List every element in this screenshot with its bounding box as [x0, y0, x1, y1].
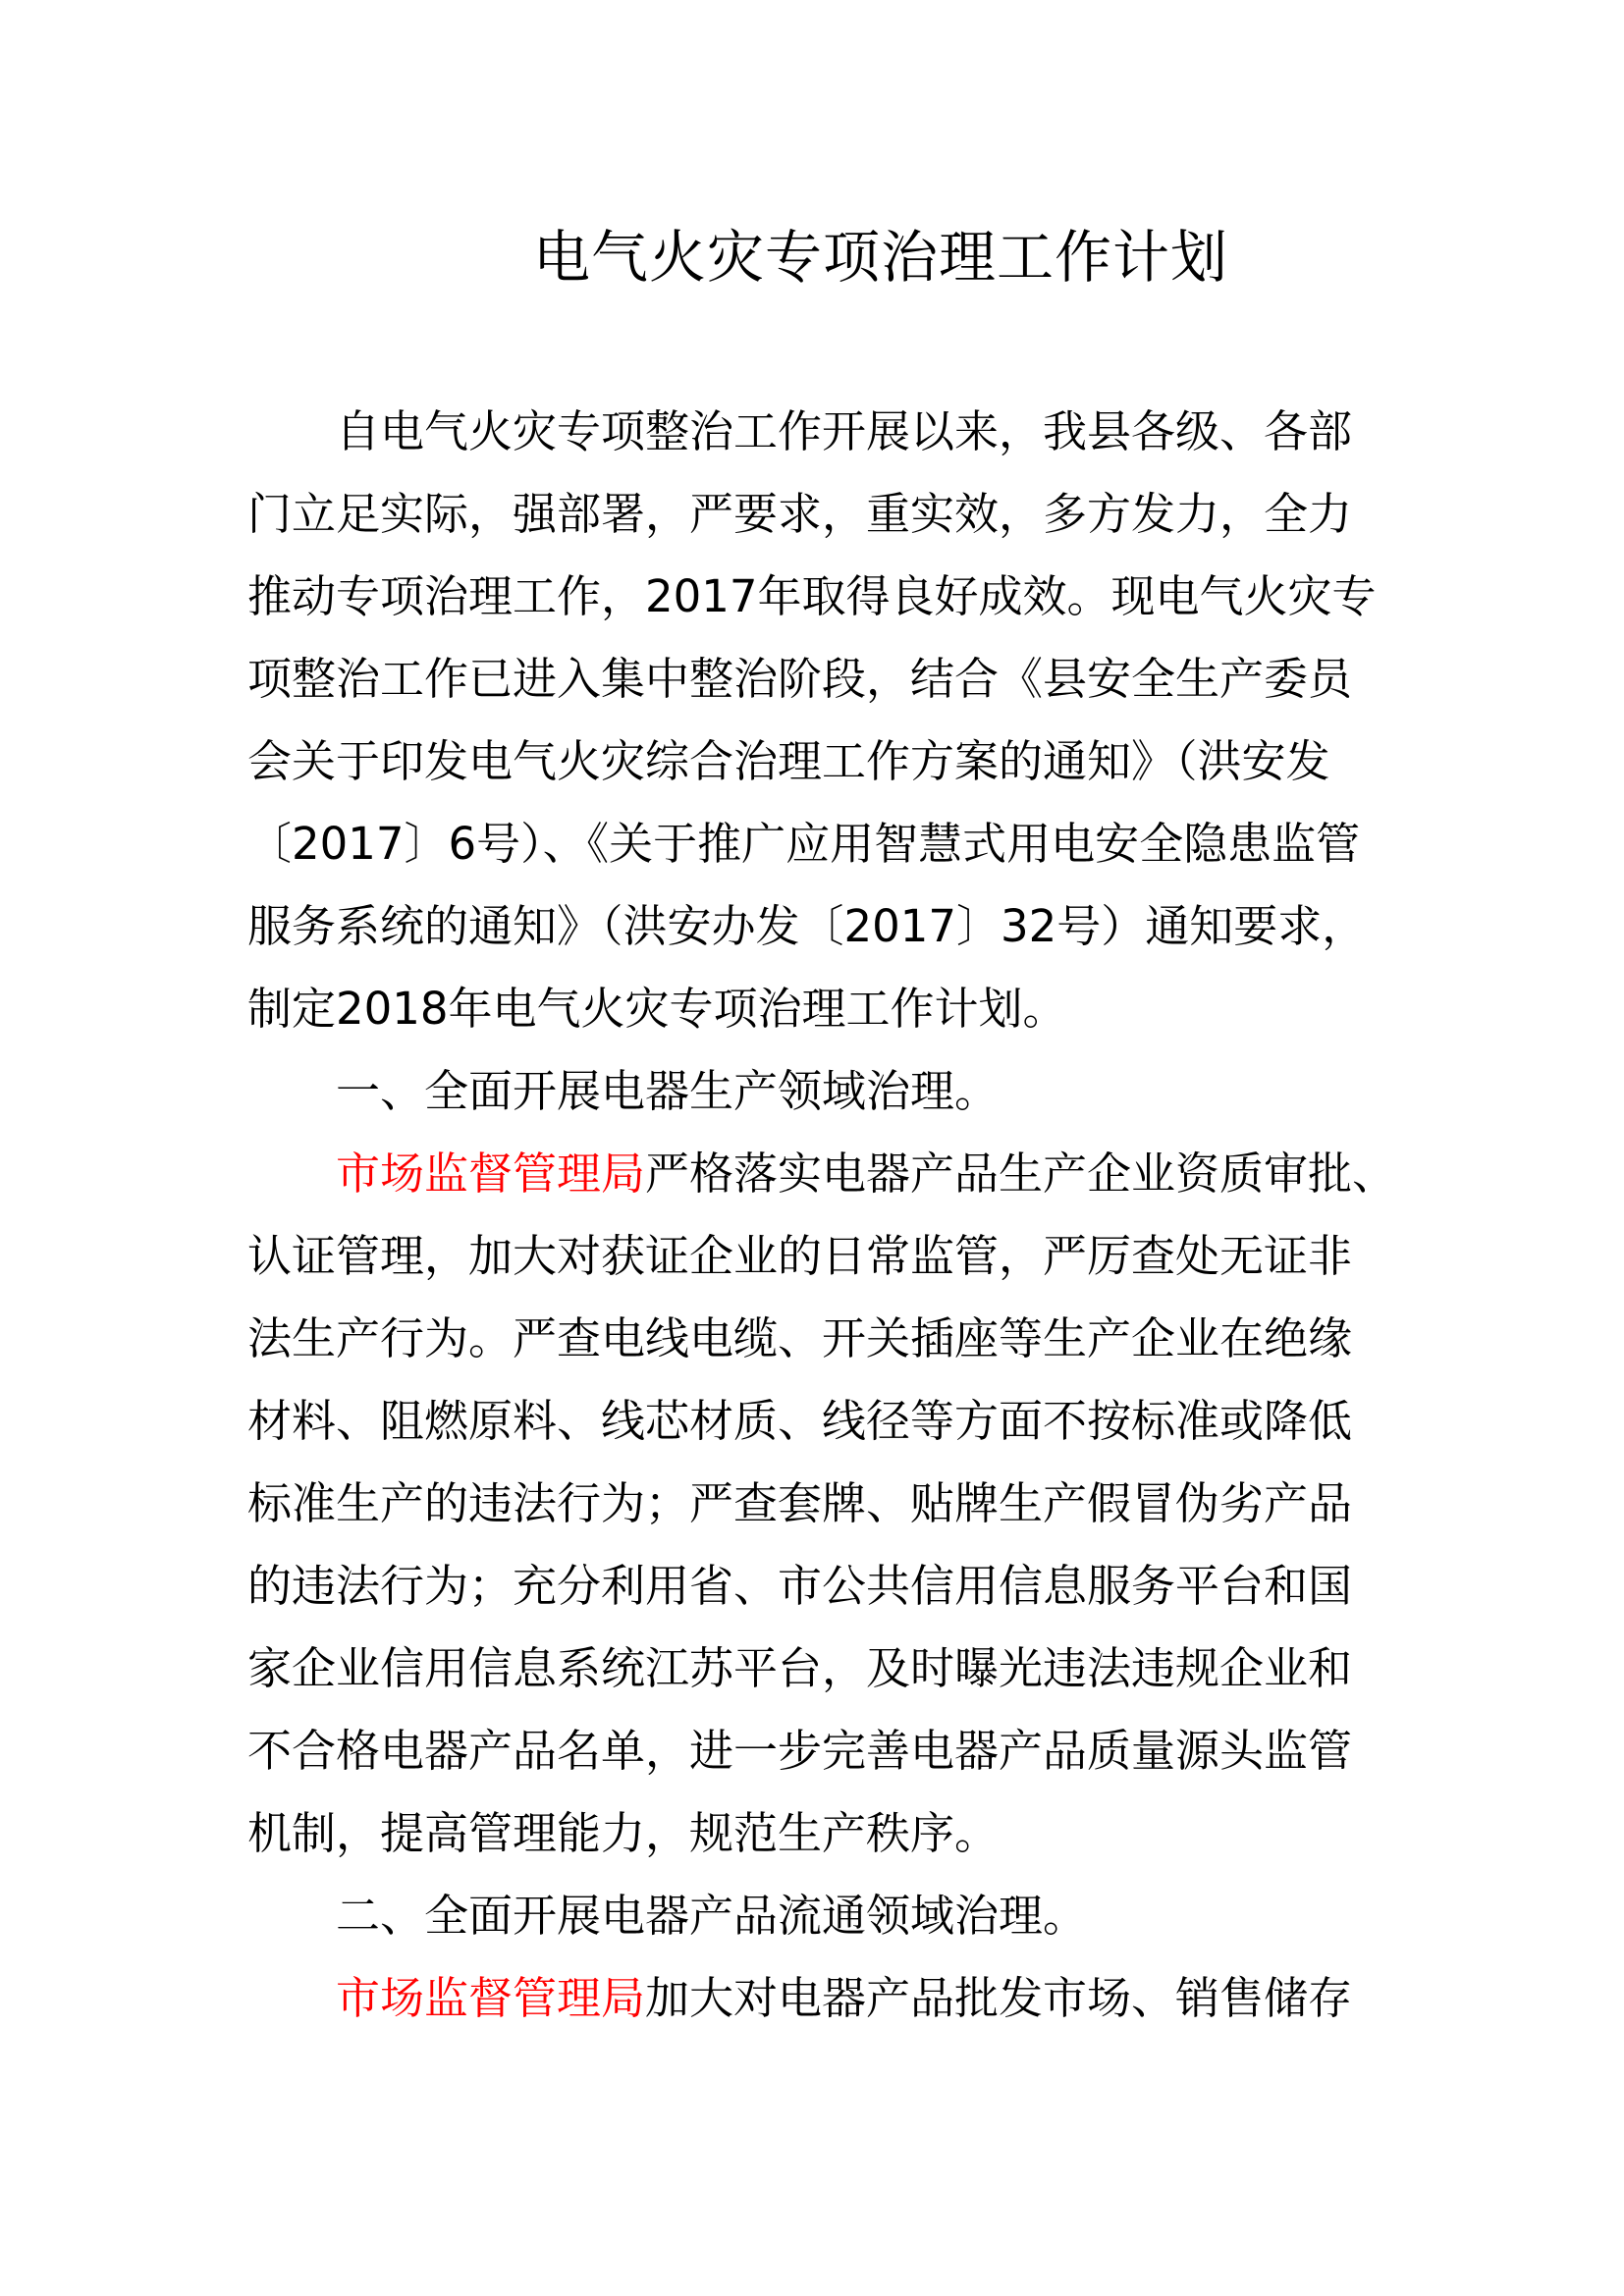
section1-line: 不合格电器产品名单，进一步完善电器产品质量源头监管 [247, 1725, 1353, 1777]
section1-line: 材料、阻燃原料、线芯材质、线径等方面不按标准或降低 [247, 1395, 1353, 1447]
section1-line: 机制，提高管理能力，规范生产秩序。 [247, 1807, 1000, 1859]
intro-line: 项整治工作已进入集中整治阶段，结合《县安全生产委员 [247, 653, 1353, 705]
document-title: 电气火灾专项治理工作计划 [532, 224, 1228, 291]
section2-text: 加大对电器产品批发市场、销售储存 [645, 1972, 1353, 2024]
document-body [247, 391, 1396, 2040]
agency-name: 市场监督管理局 [336, 1148, 646, 1200]
section1-line: 家企业信用信息系统江苏平台，及时曝光违法违规企业和 [247, 1642, 1353, 1694]
section1-line: 的违法行为；充分利用省、市公共信用信息服务平台和国 [247, 1560, 1353, 1612]
intro-line: 会关于印发电气火灾综合治理工作方案的通知》（洪安发 [247, 735, 1330, 787]
intro-line: 自电气火灾专项整治工作开展以来，我县各级、各部 [336, 405, 1353, 457]
section2-first-line [247, 1957, 1396, 2040]
section1-text: 严格落实电器产品生产企业资质审批、 [645, 1148, 1397, 1200]
section1-line: 标准生产的违法行为；严查套牌、贴牌生产假冒伪劣产品 [247, 1477, 1353, 1529]
intro-line: 制定2018年电气火灾专项治理工作计划。 [247, 983, 1067, 1035]
section-heading-1: 一、全面开展电器生产领域治理。 [336, 1065, 1000, 1117]
section-heading-2: 二、全面开展电器产品流通领域治理。 [336, 1890, 1088, 1942]
section1-line: 法生产行为。严查电线电缆、开关插座等生产企业在绝缘 [247, 1312, 1353, 1364]
intro-line: 推动专项治理工作，2017年取得良好成效。现电气火灾专 [247, 570, 1377, 622]
intro-line: 门立足实际，强部署，严要求，重实效，多方发力，全力 [247, 488, 1353, 540]
section1-first-line [247, 1133, 1396, 1215]
section1-line: 认证管理，加大对获证企业的日常监管，严厉查处无证非 [247, 1230, 1353, 1282]
intro-line: 服务系统的通知》（洪安办发〔2017〕32号）通知要求， [247, 900, 1367, 952]
intro-line: 〔2017〕6号）、《关于推广应用智慧式用电安全隐患监管 [247, 818, 1361, 870]
agency-name: 市场监督管理局 [336, 1972, 646, 2024]
